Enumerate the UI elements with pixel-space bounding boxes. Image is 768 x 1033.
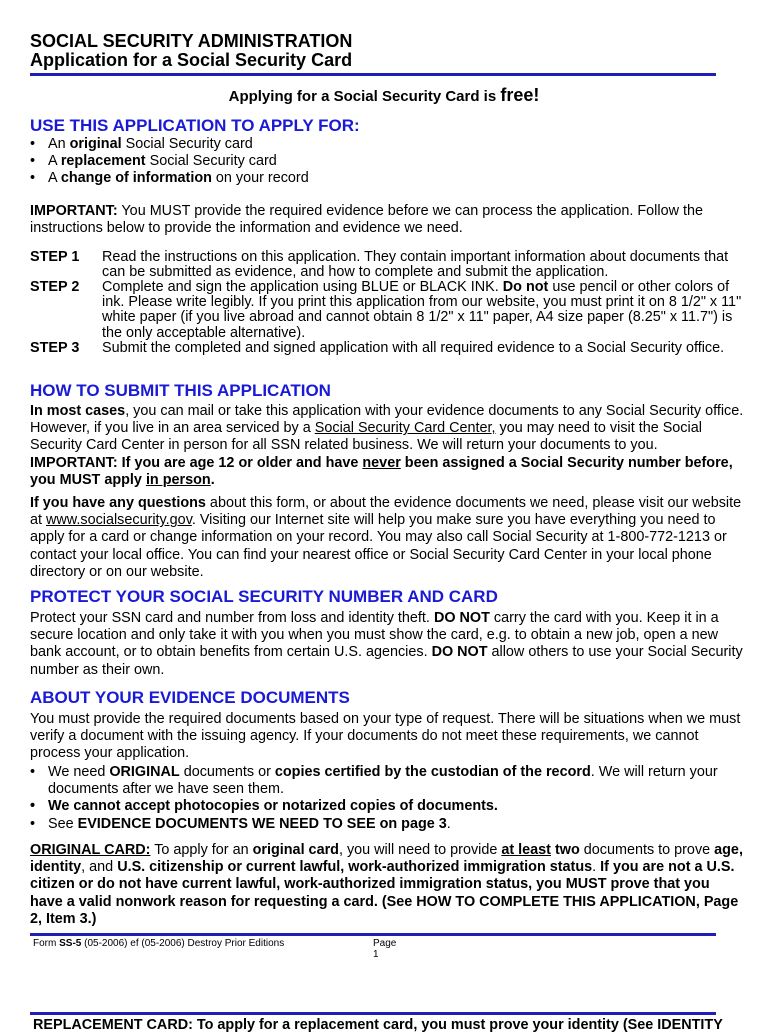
card-center-link[interactable]: Social Security Card Center, [314, 420, 496, 437]
website-link[interactable]: www.socialsecurity.gov [46, 512, 192, 529]
header-rule [30, 73, 716, 76]
list-item: • A change of information on your record [30, 170, 745, 187]
free-emphasis: free! [500, 85, 540, 105]
footer-rule [30, 933, 716, 936]
protect-heading: PROTECT YOUR SOCIAL SECURITY NUMBER AND CARD [30, 587, 498, 606]
evidence-intro: You must provide the required documents based on your type of request. There will be situations when we must verify a document with the issuing agency. If your documents do not meet these requirements, we cannot process your application. [30, 711, 741, 762]
agency-name: SOCIAL SECURITY ADMINISTRATION [30, 31, 353, 51]
page-number: Page 1 [373, 938, 397, 960]
list-item: • We need ORIGINAL documents or copies certified by the custodian of the record. We will return your documents after we have seen them. [30, 764, 745, 798]
questions-paragraph: If you have any questions about this form, or about the evidence documents we need, please visit our website at www.socialsecurity.gov. Visiting our Internet site will help you make sure you have everything you need to apply for a card or change information on your record. You may also call Social Security at 1-800-772-1213 or contact your local office. You can find your nearest office or Social Security Card Center in your local phone directory or on our website. [30, 495, 742, 580]
list-item: • We cannot accept photocopies or notarized copies of documents. [30, 798, 745, 815]
submit-paragraph: In most cases, you can mail or take this application with your evidence documents to any Social Security office. However, if you live in an area serviced by a Social Security Card Center, you may need to visit the Social Security Card Center in person for all SSN related business. We will return your documents to you. [30, 403, 744, 454]
apply-for-list [30, 136, 745, 188]
list-item: • A replacement Social Security card [30, 153, 745, 170]
important-note: IMPORTANT: You MUST provide the required evidence before we can process the application. Follow the instructions below to provide the information and evidence we need. [30, 203, 703, 237]
apply-for-heading: USE THIS APPLICATION TO APPLY FOR: [30, 116, 360, 135]
important-in-person: IMPORTANT: If you are age 12 or older and have never been assigned a Social Security number before, you MUST apply in person. [30, 455, 733, 489]
evidence-heading: ABOUT YOUR EVIDENCE DOCUMENTS [30, 688, 350, 707]
step-2: STEP 2 Complete and sign the application using BLUE or BLACK INK. Do not use pencil or other colors of ink. Please write legibly. If you print this application from our website, you must print it on 8 1/2" x 11" white paper (if you live abroad and cannot obtain 8 1/2" x 11" paper, A4 size paper (8.25" x 11.7") is the only acceptable alternative). [30, 279, 742, 341]
form-title: Application for a Social Security Card [30, 50, 353, 70]
how-to-submit-heading: HOW TO SUBMIT THIS APPLICATION [30, 381, 331, 400]
step-1: STEP 1 Read the instructions on this application. They contain important information about documents that can be submitted as evidence, and how to complete and submit the application. [30, 249, 729, 281]
evidence-list [30, 764, 745, 833]
next-page-fragment: REPLACEMENT CARD: To apply for a replacement card, you must prove your identity (See IDENTITY [33, 1017, 723, 1033]
next-page-rule [30, 1012, 716, 1015]
step-3: STEP 3 Submit the completed and signed application with all required evidence to a Social Security office. [30, 340, 725, 356]
list-item: • An original Social Security card [30, 136, 745, 153]
protect-paragraph: Protect your SSN card and number from loss and identity theft. DO NOT carry the card with you. Keep it in a secure location and only take it with you when you must show the card, e.g. to obtain a new job, open a new bank account, or to obtain benefits from certain U.S. agencies. DO NOT allow others to use your Social Security number as their own. [30, 610, 743, 678]
free-banner: Applying for a Social Security Card is free! [228, 85, 540, 105]
form-footer: Form SS-5 (05-2006) ef (05-2006) Destroy Prior Editions Page 1 [33, 938, 397, 960]
list-item: • See EVIDENCE DOCUMENTS WE NEED TO SEE on page 3. [30, 816, 745, 833]
original-card-paragraph: ORIGINAL CARD: To apply for an original card, you will need to provide at least two documents to prove age, identity, and U.S. citizenship or current lawful, work-authorized immigration status. If you are not a U.S. citizen or do not have current lawful, work-authorized immigration status, you MUST prove that you have a valid nonwork reason for requesting a card. (See HOW TO COMPLETE THIS APPLICATION, Page 2, Item 3.) [30, 842, 743, 927]
